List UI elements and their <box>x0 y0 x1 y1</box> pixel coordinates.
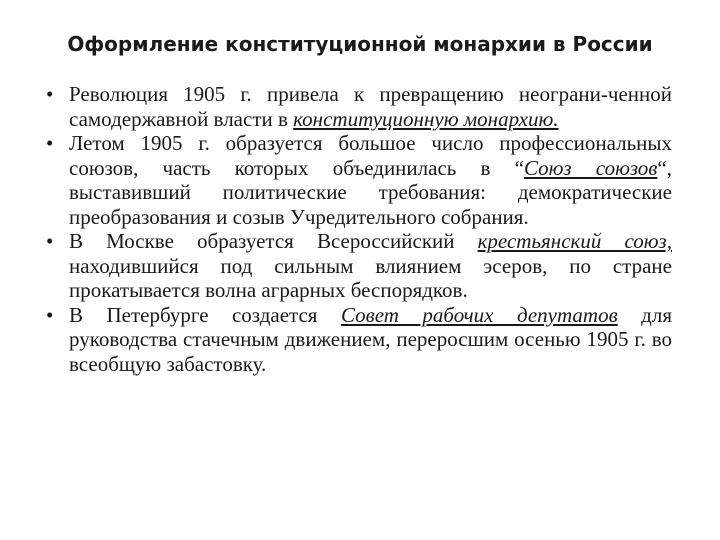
bullet-text <box>69 229 672 303</box>
key-term: Совет рабочих депутатов <box>340 302 618 327</box>
bullet-icon: • <box>46 302 54 327</box>
bullet-text-after: “, выставивший политические требования: демократические преобразования и созыв Учредительного собрания. <box>69 155 672 229</box>
slide-title: Оформление конституционной монархии в России <box>67 32 653 56</box>
bullet-item <box>46 303 672 377</box>
bullet-text <box>69 82 672 131</box>
bullet-text-after: для руководства стачечным движением, переросшим осенью 1905 г. во всеобщую забастовку. <box>69 302 673 376</box>
key-term: Союз союзов <box>523 155 658 180</box>
key-term: конституционную монархию. <box>293 106 559 131</box>
bullet-text-after: находившийся под сильным влиянием эсеров, по стране прокатывается волна аграрных беспорядков. <box>69 253 672 302</box>
bullet-icon: • <box>46 131 54 155</box>
bullet-text-before: Летом 1905 г. образуется большое число профессиональных союзов, часть которых объединилась в “ <box>69 131 672 180</box>
bullet-text-before: Революция 1905 г. привела к превращению неограни-ченной самодержавной власти в <box>69 82 672 131</box>
bullet-icon: • <box>46 229 54 253</box>
key-term: крестьянский союз, <box>477 229 672 253</box>
bullet-item <box>46 131 672 229</box>
bullet-item <box>46 82 672 131</box>
bullet-list <box>46 82 672 376</box>
bullet-item <box>46 229 672 303</box>
bullet-text <box>69 131 672 229</box>
bullet-text <box>69 303 672 377</box>
bullet-text-before: В Москве образуется Всероссийский <box>69 229 478 253</box>
bullet-text-before: В Петербурге создается <box>69 302 341 327</box>
bullet-icon: • <box>46 82 54 106</box>
